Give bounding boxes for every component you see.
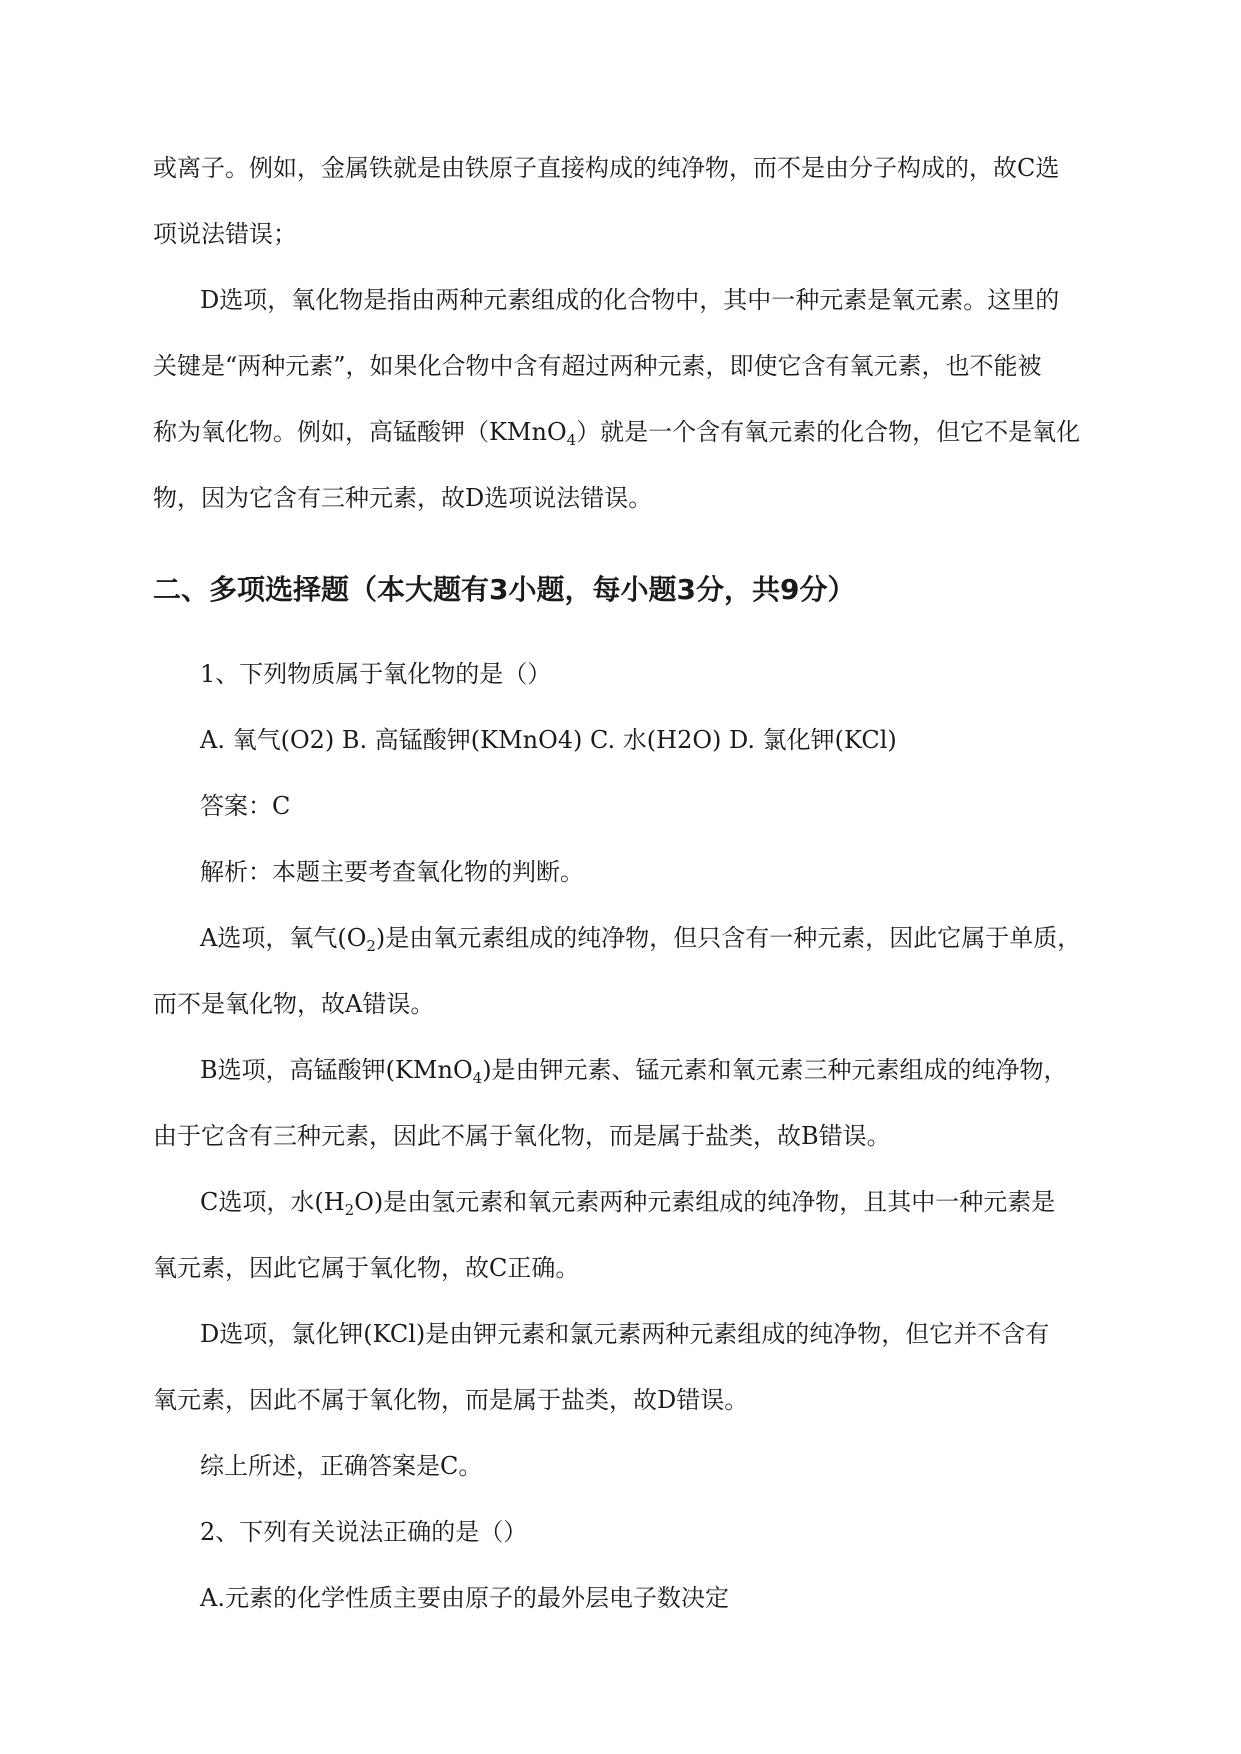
summary-line: 综上所述，正确答案是C。 [200,1452,483,1480]
paragraph-line: D选项，氯化钾(KCl)是由钾元素和氯元素两种元素组成的纯净物，但它并不含有 [200,1320,1050,1348]
text-run: B选项，高锰酸钾(KMnO [200,1056,473,1084]
text-run: )是由钾元素、锰元素和氧元素三种元素组成的纯净物， [482,1056,1068,1084]
paragraph-line: 项说法错误； [153,220,297,248]
paragraph-line: 而不是氧化物，故A错误。 [153,990,435,1018]
subscript: 2 [366,937,376,955]
paragraph-line [153,416,1093,448]
question-stem: 1、下列物质属于氧化物的是（） [200,660,552,688]
text-run: O)是由氢元素和氧元素两种元素组成的纯净物，且其中一种元素是 [354,1188,1056,1216]
text-run: ）就是一个含有氧元素的化合物，但它不是氧化 [576,418,1081,446]
text-run: )是由氧元素组成的纯净物，但只含有一种元素，因此它属于单质， [375,924,1082,952]
subscript: 4 [472,1069,483,1087]
text-run: A选项，氧气(O [200,924,367,952]
answer-line: 答案：C [200,792,291,820]
question-option-a: A.元素的化学性质主要由原子的最外层电子数决定 [200,1584,729,1612]
text-run: C选项，水(H [200,1188,345,1216]
question-options: A. 氧气(O2) B. 高锰酸钾(KMnO4) C. 水(H2O) D. 氯化钾(KCl) [200,726,897,754]
paragraph-line: 由于它含有三种元素，因此不属于氧化物，而是属于盐类，故B错误。 [153,1122,891,1150]
section-heading: 二、多项选择题（本大题有3小题，每小题3分，共9分） [153,573,856,606]
paragraph-line [200,1186,1140,1218]
subscript: 2 [344,1201,355,1219]
subscript: 4 [566,431,577,449]
paragraph-line: 氧元素，因此不属于氧化物，而是属于盐类，故D错误。 [153,1386,749,1414]
paragraph-line [200,1054,1140,1086]
question-stem: 2、下列有关说法正确的是（） [200,1518,528,1546]
paragraph-line: 或离子。例如，金属铁就是由铁原子直接构成的纯净物，而不是由分子构成的，故C选 [153,154,1060,182]
paragraph-line [200,922,1140,954]
text-run: 称为氧化物。例如，高锰酸钾（KMnO [153,418,567,446]
analysis-line: 解析：本题主要考查氧化物的判断。 [200,858,584,886]
paragraph-line: 关键是“两种元素”，如果化合物中含有超过两种元素，即使它含有氧元素，也不能被 [153,352,1042,380]
paragraph-line: 物，因为它含有三种元素，故D选项说法错误。 [153,484,653,512]
paragraph-line: 氧元素，因此它属于氧化物，故C正确。 [153,1254,580,1282]
paragraph-line: D选项，氧化物是指由两种元素组成的化合物中，其中一种元素是氧元素。这里的 [200,286,1060,314]
